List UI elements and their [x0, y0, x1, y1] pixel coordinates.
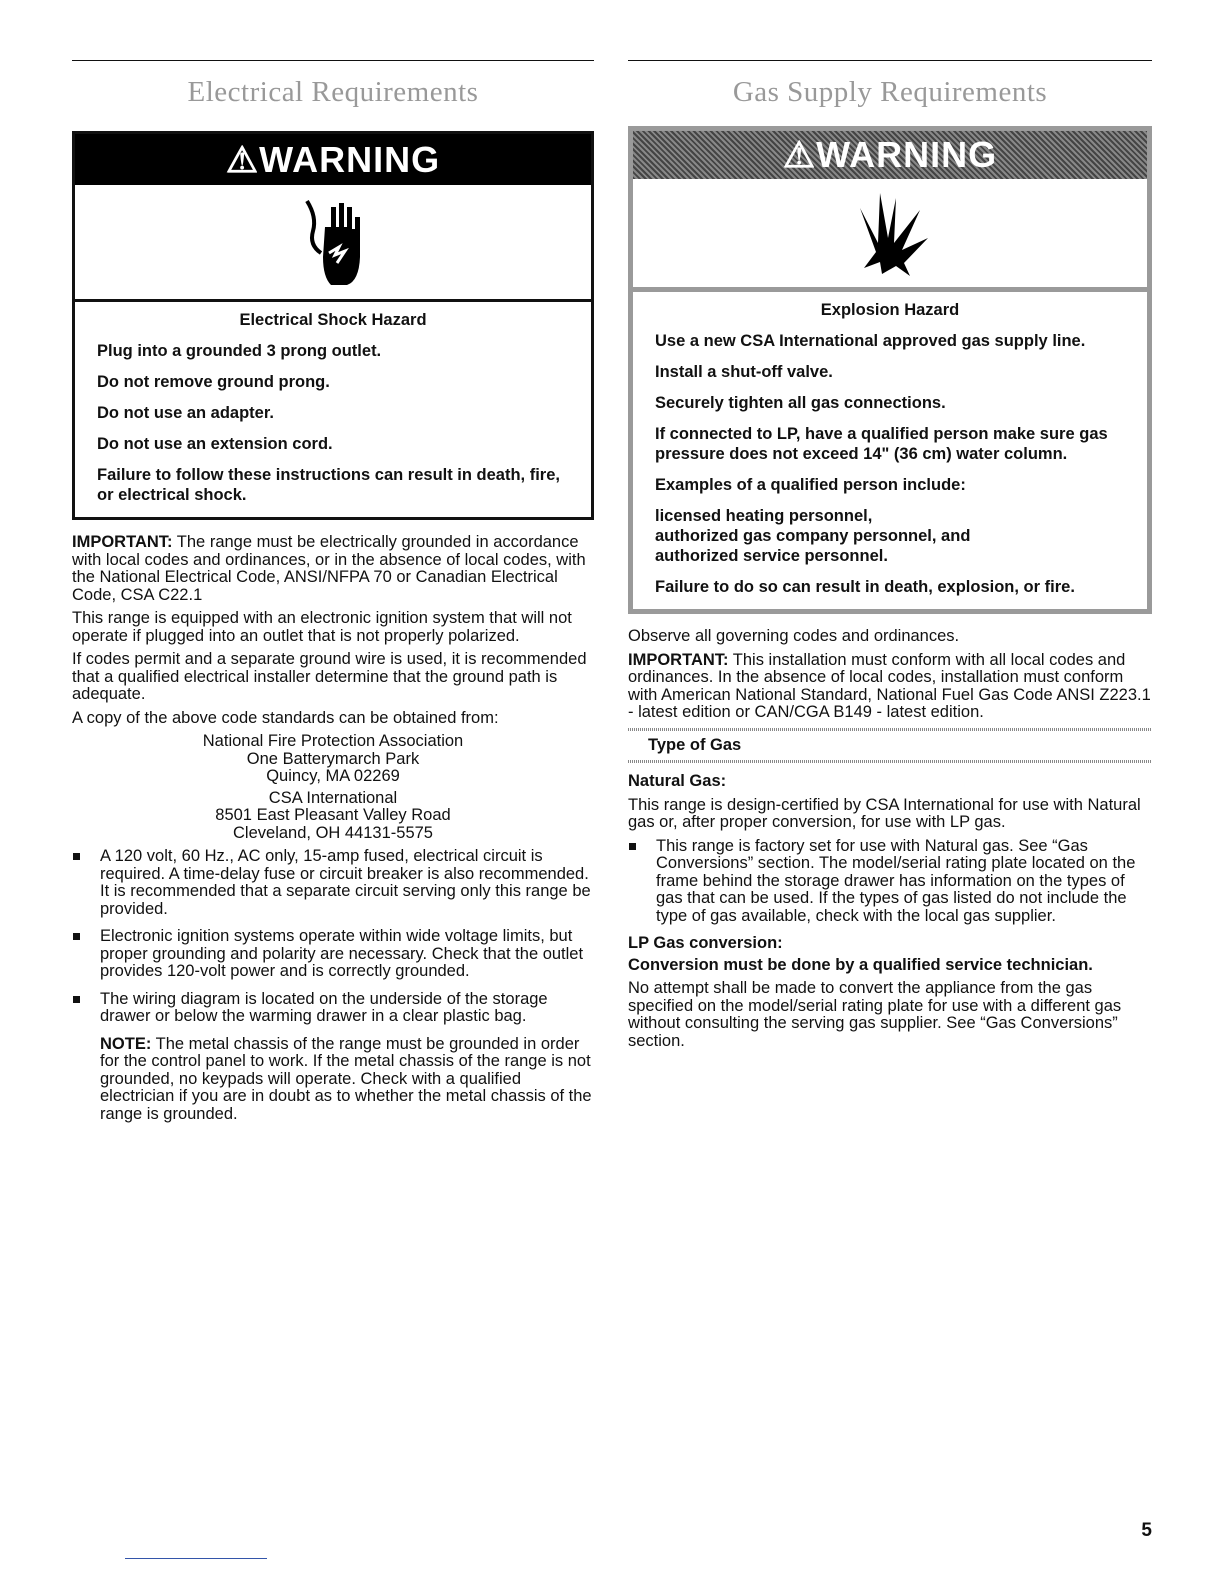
list-item: Electronic ignition systems operate within wide voltage limits, but proper grounding and polarity are necessary. Check that the outlet provides 120-volt power and is correctly grounded.: [72, 928, 594, 981]
warning-header: ⚠WARNING: [75, 134, 591, 185]
divider: [72, 60, 594, 61]
list-item: The wiring diagram is located on the underside of the storage drawer or below the warming drawer in a clear plastic bag.: [72, 991, 594, 1026]
divider: [628, 60, 1152, 61]
address-nfpa: National Fire Protection Association One Batterymarch Park Quincy, MA 02269: [202, 732, 464, 785]
section-title: Gas Supply Requirements: [732, 76, 1048, 108]
note: NOTE: The metal chassis of the range must be grounded in order for the control panel to work. If the metal chassis of the range is not grounded, no keypads will operate. Check with a qualified electrician if you are in doubt as to whether the metal chassis of the range is grounded.: [100, 1034, 592, 1123]
divider: [628, 728, 1152, 731]
divider: [628, 760, 1152, 763]
list-item: This range is factory set for use with Natural gas. See “Gas Conversions” section. The model/serial rating plate located on the frame behind the storage drawer has information on the types of gas that can be used. If the types of gas listed do not include the type of gas available, check with the local gas supplier.: [628, 838, 1152, 926]
address-csa: CSA International 8501 East Pleasant Valley Road Cleveland, OH 44131-5575: [215, 788, 451, 842]
warning-box: [72, 131, 594, 520]
subheading-type-of-gas: Type of Gas: [648, 735, 742, 754]
explosion-icon: [850, 188, 930, 278]
page-number: 5: [1141, 1520, 1152, 1541]
warning-text: Electrical Shock Hazard Plug into a grounded 3 prong outlet. Do not remove ground prong. Do not use an adapter. Do not use an extension cord. Failure to follow these instructions can result in death, fire, or electrical shock.: [97, 311, 560, 504]
footer-line: [125, 1558, 267, 1559]
list-item: A 120 volt, 60 Hz., AC only, 15-amp fused, electrical circuit is required. A time-delay fuse or circuit breaker is also recommended. It is recommended that a separate circuit serving only this range be provided.: [72, 848, 594, 918]
electrical-shock-icon: [303, 197, 363, 287]
warning-text: Explosion Hazard Use a new CSA International approved gas supply line. Install a shut-off valve. Securely tighten all gas connections. If connected to LP, have a qualified person make sure gas pressure does not exceed 14" (36 cm) water column. Examples of a qualified person include: licensed heating personnel, authorized gas company personnel, and authorized service personnel. Failure to do so can result in death, explosion, or fire.: [655, 301, 1108, 596]
warning-triangle-icon: ⚠: [782, 134, 817, 175]
warning-box: [628, 126, 1152, 614]
section-title: Electrical Requirements: [187, 76, 479, 108]
electrical-section: [72, 60, 594, 1129]
body-text: IMPORTANT: The range must be electrically grounded in accordance with local codes and ordinances, or in the absence of local codes, with the National Electrical Code, ANSI/NFPA 70 or Canadian Electrical Code, CSA C22.1 This range is equipped with an electronic ignition system that will not operate if plugged into an outlet that is not properly polarized. If codes permit and a separate ground wire is used, it is recommended that a qualified electrical installer determine that the ground path is adequate. A copy of the above code standards can be obtained from: National Fire Protection Association One Batterymarch Park Quincy, MA 02269 CSA International 8501 East Pleasant Valley Road Cleveland, OH 44131-5575 A 120 volt, 60 Hz., AC only, 15-amp fused, electrical circuit is required. A time-delay fuse or circuit breaker is also recommended. It is recommended that a separate circuit serving only this range be provided. Electronic ignition systems operate within wide voltage limits, but proper grounding and polarity are necessary. Check that the outlet provides 120-volt power and is correctly grounded. The wiring diagram is located on the underside of the storage drawer or below the warming drawer in a clear plastic bag. NOTE: The metal chassis of the range must be grounded in order for the control panel to work. If the metal chassis of the range is not grounded, no keypads will operate. Check with a qualified electrician if you are in doubt as to whether the metal chassis of the range is grounded.: [72, 534, 594, 1123]
body-text: Observe all governing codes and ordinances. IMPORTANT: This installation must conform with all local codes and ordinances. In the absence of local codes, installation must conform with American National Standard, National Fuel Gas Code ANSI Z223.1 - latest edition or CAN/CGA B149 - latest edition. Type of Gas Natural Gas: This range is design-certified by CSA International for use with Natural gas or, after proper conversion, for use with LP gas. This range is factory set for use with Natural gas. See “Gas Conversions” section. The model/serial rating plate located on the frame behind the storage drawer has information on the types of gas that can be used. If the types of gas listed do not include the type of gas available, check with the local gas supplier. LP Gas conversion: Conversion must be done by a qualified service technician. No attempt shall be made to convert the appliance from the gas specified on the model/serial rating plate for use with a different gas without consulting the serving gas supplier. See “Gas Conversions” section.: [628, 627, 1151, 1050]
gas-section: [628, 60, 1152, 1056]
bullet-list: [72, 848, 594, 1026]
warning-header: ⚠WARNING: [633, 131, 1147, 179]
warning-triangle-icon: ⚠: [225, 139, 260, 180]
